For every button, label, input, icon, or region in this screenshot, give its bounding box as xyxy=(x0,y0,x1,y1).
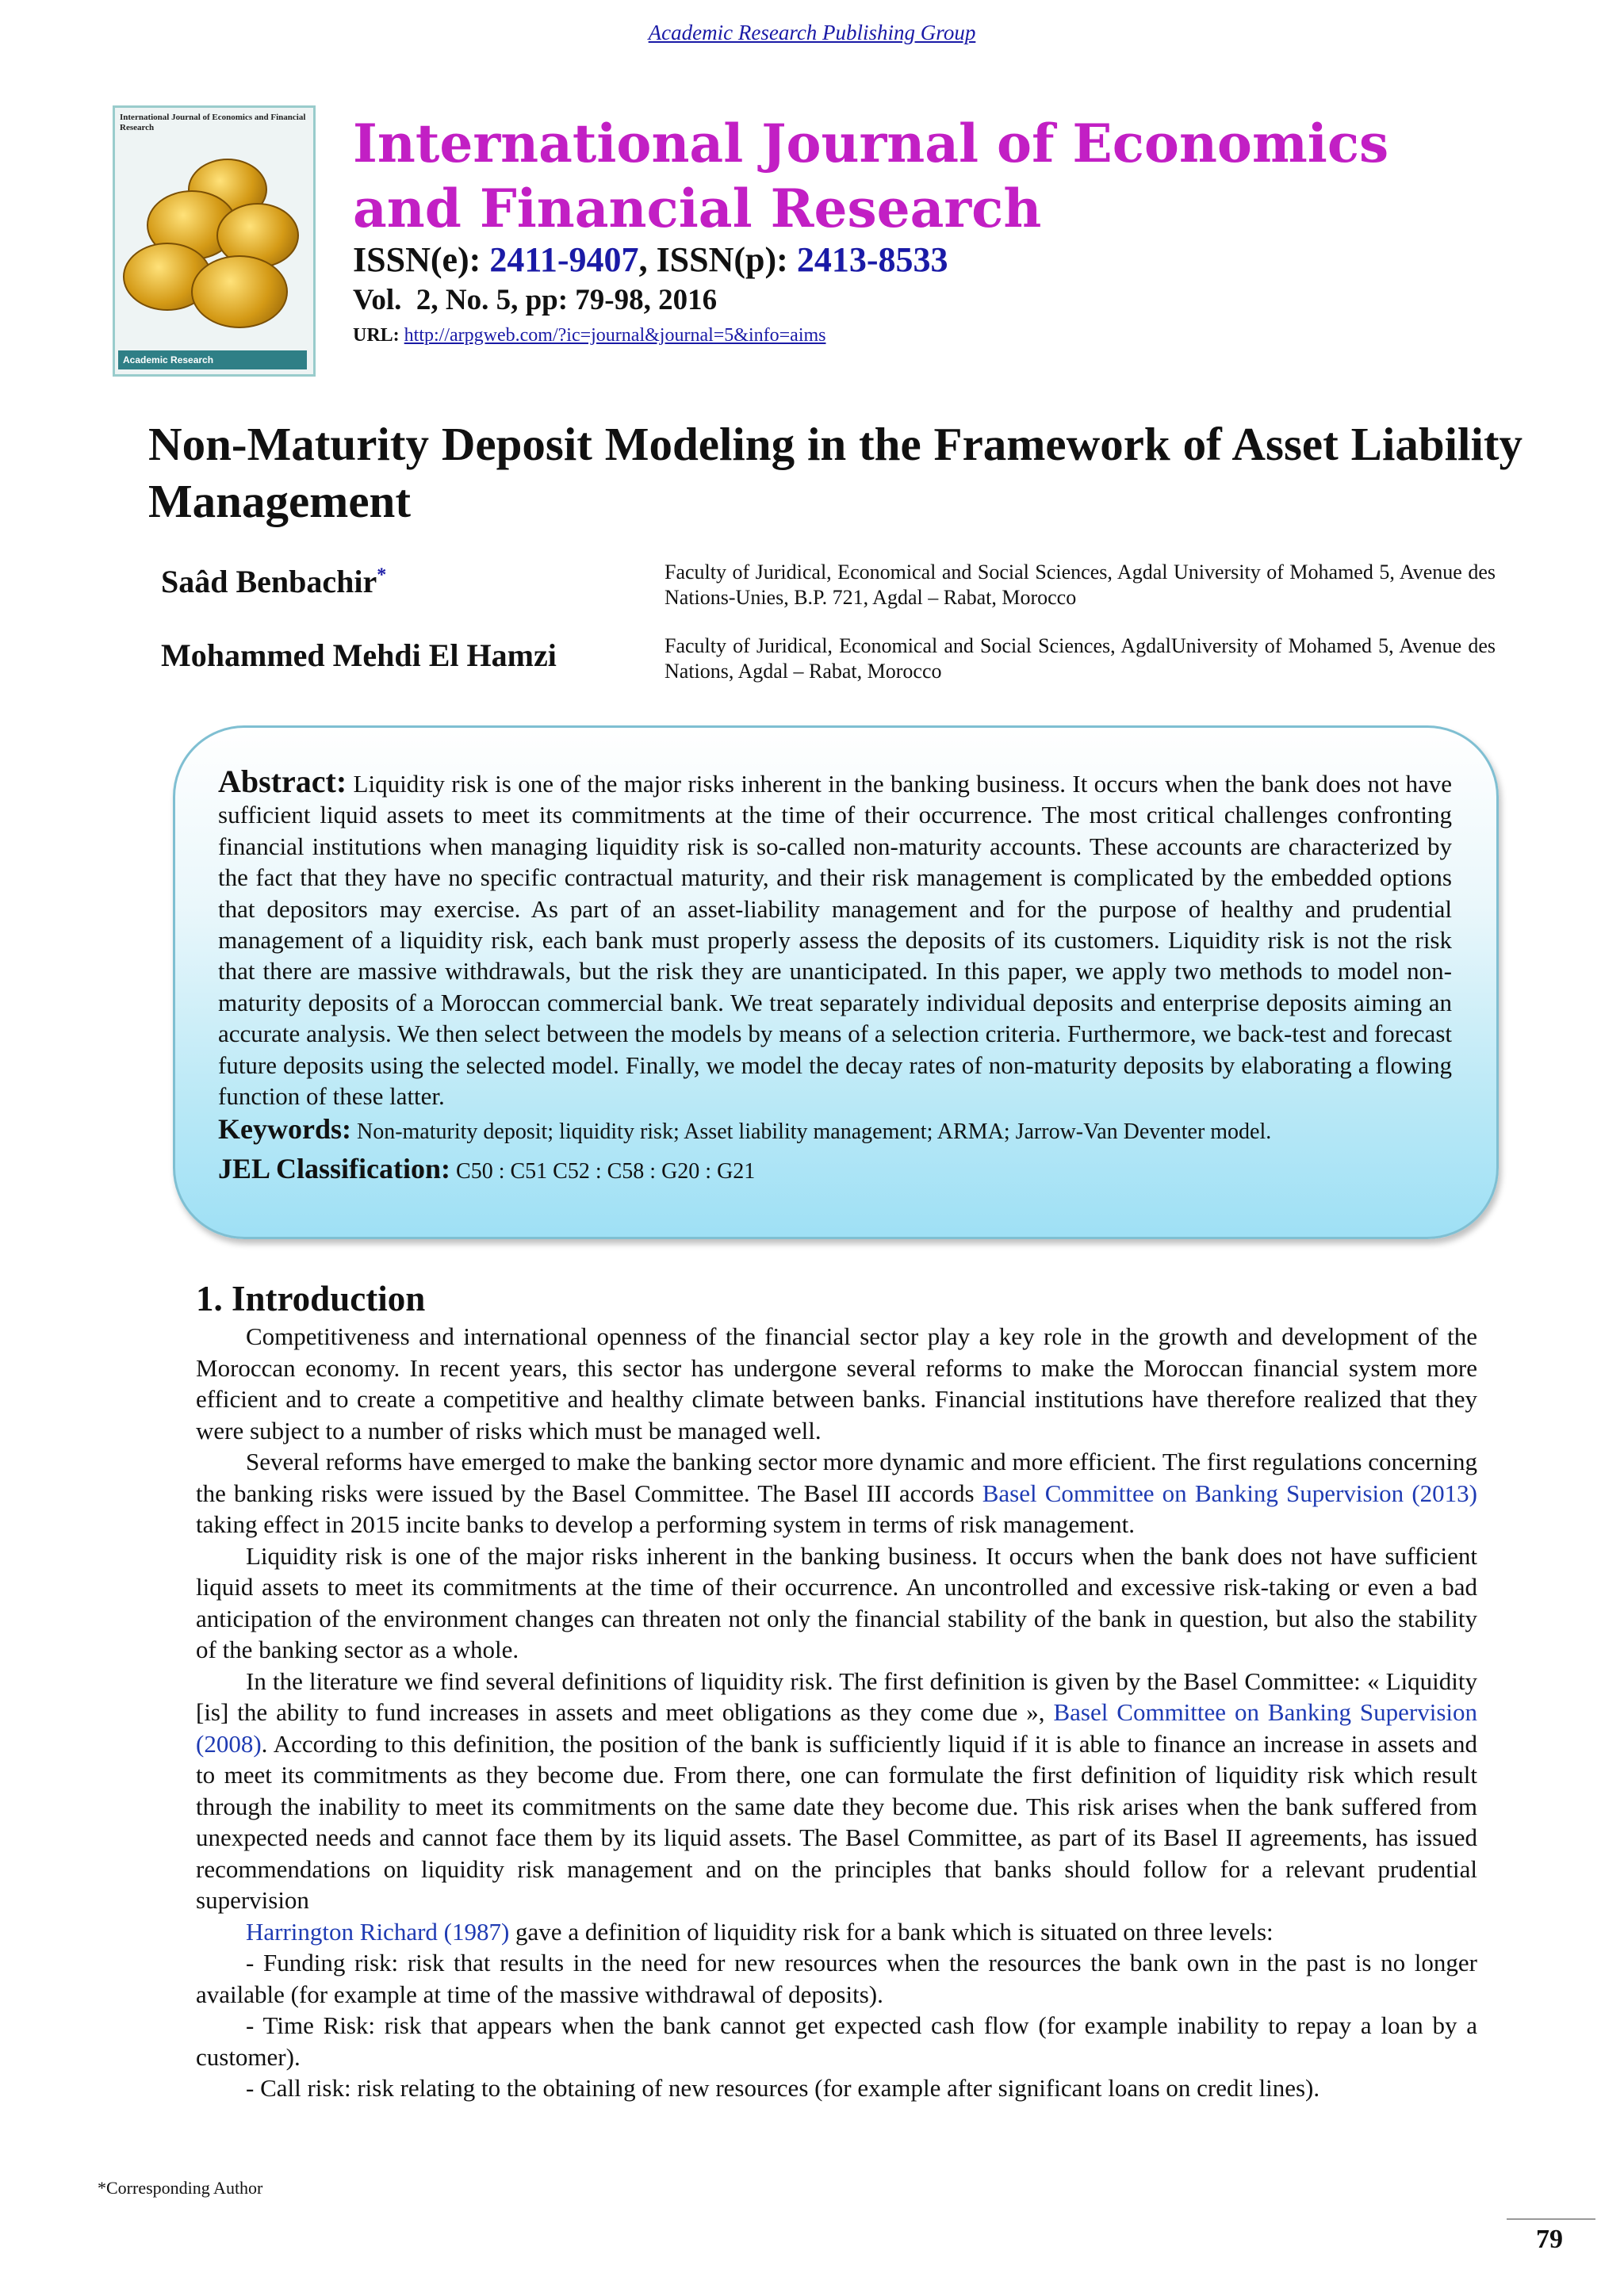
section-body xyxy=(196,1321,1477,2104)
paragraph: - Call risk: risk relating to the obtaining of new resources (for example after significant loans on credit lines). xyxy=(246,2074,1320,2102)
keywords-text: Non-maturity deposit; liquidity risk; Asset liability management; ARMA; Jarrow-Van Deventer model. xyxy=(350,1119,1272,1145)
jel-classification xyxy=(218,1152,1452,1192)
paragraph: Liquidity risk is one of the major risks inherent in the banking business. It occurs when the bank does not have sufficient liquid assets to meet its commitments at the time of their occurrence. An uncontrolled and excessive risk-taking or even a bad anticipation of the environment changes can threaten not only the financial stability of the bank in question, but also the stability of the banking sector as a whole. xyxy=(196,1541,1477,1663)
abstract-box xyxy=(173,725,1499,1239)
author-name-text: Mohammed Mehdi El Hamzi xyxy=(161,637,557,673)
author-affiliation: Faculty of Juridical, Economical and Social Sciences, Agdal University of Mohamed 5, Avenue des Nations-Unies, B.P. 721, Agdal – Rabat, Morocco xyxy=(665,561,1496,609)
paragraph-text: gave a definition of liquidity risk for a bank which is situated on three levels: xyxy=(509,1917,1274,1946)
issn-line xyxy=(353,239,948,280)
paragraph: - Funding risk: risk that results in the need for new resources when the resources the bank own in the past is no longer available (for example at time of the massive withdrawal of deposits). xyxy=(196,1949,1477,2008)
section-heading: 1. Introduction xyxy=(196,1279,426,1318)
journal-title-line-1: International Journal of Economics xyxy=(353,113,1389,174)
abstract-label: Abstract: xyxy=(218,763,347,799)
journal-title xyxy=(353,111,1542,241)
journal-title-line-2: and Financial Research xyxy=(353,178,1042,239)
author-affiliation: Faculty of Juridical, Economical and Social Sciences, AgdalUniversity of Mohamed 5, Avenue des Nations, Agdal – Rabat, Morocco xyxy=(665,634,1496,683)
article-title: Non-Maturity Deposit Modeling in the Framework of Asset Liability Management xyxy=(148,418,1522,527)
author-name xyxy=(161,637,557,674)
paragraph: Competitiveness and international openness of the financial sector play a key role in the growth and development of the Moroccan economy. In recent years, this sector has undergone several reforms to make the Moroccan financial system more efficient and to create a competitive and healthy climate between banks. Financial institutions have therefore realized that they were subject to a number of risks which must be managed well. xyxy=(196,1322,1477,1445)
keywords xyxy=(218,1112,1452,1152)
paragraph-text: In the literature we find several definitions of liquidity risk. The first definition is given by the Basel Committee: « Liquidity [is] the ability to fund increases in assets and meet obligations as they come due », xyxy=(196,1667,1477,1726)
cover-title: International Journal of Economics and Financial Research xyxy=(120,113,306,132)
citation-link[interactable]: Harrington Richard (1987) xyxy=(246,1917,510,1946)
corresponding-mark: * xyxy=(377,564,387,586)
paragraph-text: Several reforms have emerged to make the banking sector more dynamic and more efficient. The first regulations concerning the banking risks were issued by the Basel Committee. The Basel III accords xyxy=(196,1448,1477,1507)
abstract-text xyxy=(218,763,1452,1112)
journal-cover-image xyxy=(113,105,316,377)
url-label: URL: xyxy=(353,325,404,346)
journal-url-link[interactable]: http://arpgweb.com/?ic=journal&journal=5&info=aims xyxy=(404,325,826,346)
paragraph xyxy=(196,1446,1477,1540)
paragraph xyxy=(196,1916,1477,1948)
abstract-body: Liquidity risk is one of the major risks inherent in the banking business. It occurs when the bank does not have sufficient liquid assets to meet its commitments at the time of their occurrence. The most critical challenges confronting financial institutions when managing liquidity risk is so-called non-maturity accounts. These accounts are characterized by the fact that they have no specific contractual maturity, and their risk management is complicated by the embedded options that depositors may exercise. As part of an asset-liability management and for the purpose of healthy and prudential management of a liquidity risk, each bank must properly assess the deposits of its customers. Liquidity risk is not the risk that there are massive withdrawals, but the risk they are unanticipated. In this paper, we apply two methods to model non-maturity deposits of a Moroccan commercial bank. We treat separately individual deposits and enterprise deposits aiming an accurate analysis. We then select between the models by means of a selection criteria. Furthermore, we back-test and forecast future deposits using the selected model. Finally, we model the decay rates of non-maturity deposits by elaborating a flowing function of these latter. xyxy=(218,770,1452,1111)
volume-line: Vol. 2, No. 5, pp: 79-98, 2016 xyxy=(353,284,718,316)
paragraph-text: . According to this definition, the position of the bank is sufficiently liquid if it is able to finance an increase in assets and to meet its commitments as they become due. From there, one can formulate the first definition of liquidity risk which result through the inability to meet its commitments on the same date they become due. This risk arises when the bank suffered from unexpected needs and cannot face them by its liquid assets. The Basel Committee, as part of its Basel II agreements, has issued recommendations on liquidity risk management and on the principles that banks should follow for a relevant prudential supervision xyxy=(196,1729,1477,1914)
issn-e-value: 2411-9407 xyxy=(489,240,639,279)
issn-e-label: ISSN(e): xyxy=(353,240,490,279)
paragraph-text: taking effect in 2015 incite banks to develop a performing system in terms of risk management. xyxy=(196,1510,1136,1538)
page-number: 79 xyxy=(1536,2225,1563,2254)
citation-link[interactable]: Basel Committee on Banking Supervision (2008) xyxy=(196,1698,1478,1758)
url-line xyxy=(353,325,826,346)
cover-footer: Academic Research xyxy=(118,350,307,369)
jel-codes: C50 : C51 C52 : C58 : G20 : G21 xyxy=(450,1159,756,1184)
author-name xyxy=(161,563,386,600)
page-number-divider xyxy=(1507,2218,1595,2220)
footnote: *Corresponding Author xyxy=(98,2178,263,2198)
paragraph: - Time Risk: risk that appears when the bank cannot get expected cash flow (for example inability to repay a loan by a customer). xyxy=(196,2011,1477,2071)
publisher-link[interactable]: Academic Research Publishing Group xyxy=(648,21,976,44)
paragraph xyxy=(196,1666,1477,1916)
issn-p-value: 2413-8533 xyxy=(796,240,948,279)
jel-label: JEL Classification: xyxy=(218,1153,451,1185)
coin-icon xyxy=(191,255,288,328)
citation-link[interactable]: Basel Committee on Banking Supervision (2013) xyxy=(982,1479,1477,1507)
author-name-text: Saâd Benbachir xyxy=(161,564,377,599)
issn-p-label: , ISSN(p): xyxy=(638,240,797,279)
keywords-label: Keywords: xyxy=(218,1113,351,1146)
